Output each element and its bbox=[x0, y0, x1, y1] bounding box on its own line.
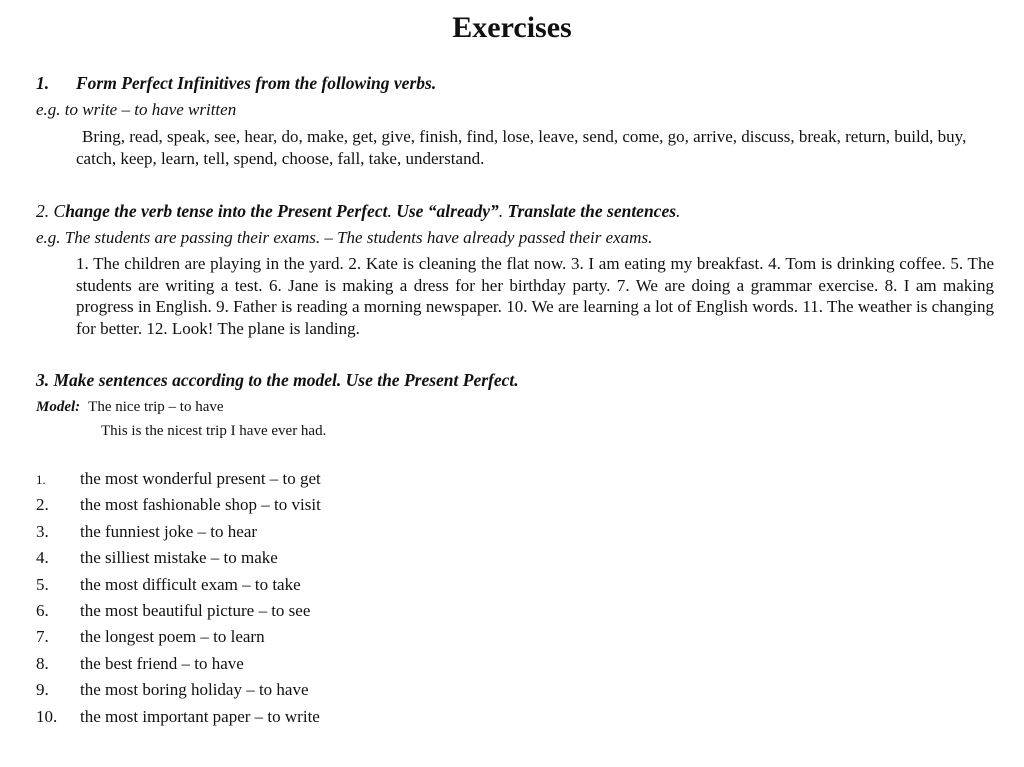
exercise-2-dot-1: . bbox=[387, 201, 392, 221]
list-item-number: 10. bbox=[36, 706, 58, 726]
list-item-number: 8. bbox=[36, 653, 49, 673]
list-item-text: the most boring holiday – to have bbox=[80, 680, 309, 700]
exercise-3-list bbox=[36, 466, 321, 730]
list-item-text: the longest poem – to learn bbox=[80, 627, 265, 647]
exercise-1-heading-text: Form Perfect Infinitives from the following verbs. bbox=[76, 73, 437, 93]
list-item bbox=[36, 624, 321, 650]
model-answer: This is the nicest trip I have ever had. bbox=[101, 423, 327, 439]
list-item-text: the best friend – to have bbox=[80, 653, 244, 673]
list-item-number: 1. bbox=[36, 472, 46, 487]
list-item-number: 5. bbox=[36, 574, 49, 594]
list-item-text: the most important paper – to write bbox=[80, 706, 320, 726]
list-item-text: the most wonderful present – to get bbox=[80, 469, 321, 488]
list-item-number: 7. bbox=[36, 627, 49, 647]
list-item-number: 3. bbox=[36, 521, 49, 541]
exercise-2-heading-part3: Translate the sentences bbox=[503, 201, 677, 221]
model-prompt: The nice trip – to have bbox=[88, 399, 224, 415]
exercise-2-heading-part2: Use “already” bbox=[391, 201, 499, 221]
exercise-2-example: e.g. The students are passing their exams. – The students have already passed their exams. bbox=[36, 228, 653, 247]
list-item bbox=[36, 598, 321, 624]
list-item-text: the most fashionable shop – to visit bbox=[80, 495, 321, 515]
list-item bbox=[36, 704, 321, 730]
exercise-2-dot-3: . bbox=[676, 201, 681, 221]
list-item bbox=[36, 466, 321, 492]
exercise-1-heading bbox=[36, 73, 436, 94]
exercise-1-example: e.g. to write – to have written bbox=[36, 100, 237, 119]
list-item bbox=[36, 651, 321, 677]
exercise-1-verb-list: Bring, read, speak, see, hear, do, make, get, give, finish, find, lose, leave, send, come, go, arrive, discuss, break, return, build, buy, catch, keep, learn, tell, spend, choose, fall, take, understand. bbox=[76, 127, 967, 168]
list-item-number: 9. bbox=[36, 680, 49, 700]
list-item bbox=[36, 677, 321, 703]
exercise-2-sentences: 1. The children are playing in the yard. 2. Kate is cleaning the flat now. 3. I am eating my breakfast. 4. Tom is drinking coffee. 5. The students are writing a test. 6. Jane is making a dress for her birthday party. 7. We are doing a grammar exercise. 8. I am making progress in English. 9. Father is reading a morning newspaper. 10. We are learning a lot of English words. 11. The weather is changing for better. 12. Look! The plane is landing. bbox=[76, 254, 994, 338]
exercise-1-number: 1. bbox=[36, 73, 50, 93]
list-item-text: the most difficult exam – to take bbox=[80, 574, 301, 594]
page-title: Exercises bbox=[452, 11, 572, 44]
list-item bbox=[36, 572, 321, 598]
list-item-text: the funniest joke – to hear bbox=[80, 521, 258, 541]
exercise-2-heading-part1: hange the verb tense into the Present Perfect bbox=[65, 201, 388, 221]
model-label: Model: bbox=[36, 399, 81, 415]
exercise-2-prefix: 2. C bbox=[36, 201, 66, 221]
list-item-text: the most beautiful picture – to see bbox=[80, 600, 311, 620]
list-item-number: 6. bbox=[36, 600, 49, 620]
list-item bbox=[36, 519, 321, 545]
exercise-3-heading: 3. Make sentences according to the model. Use the Present Perfect. bbox=[36, 370, 519, 390]
list-item-number: 2. bbox=[36, 495, 49, 515]
exercise-2-dot-2: . bbox=[498, 201, 504, 221]
exercise-2-heading bbox=[36, 201, 680, 222]
list-item-text: the silliest mistake – to make bbox=[80, 548, 278, 568]
model-line bbox=[36, 399, 224, 416]
list-item bbox=[36, 492, 321, 518]
list-item-number: 4. bbox=[36, 548, 49, 568]
list-item bbox=[36, 545, 321, 571]
